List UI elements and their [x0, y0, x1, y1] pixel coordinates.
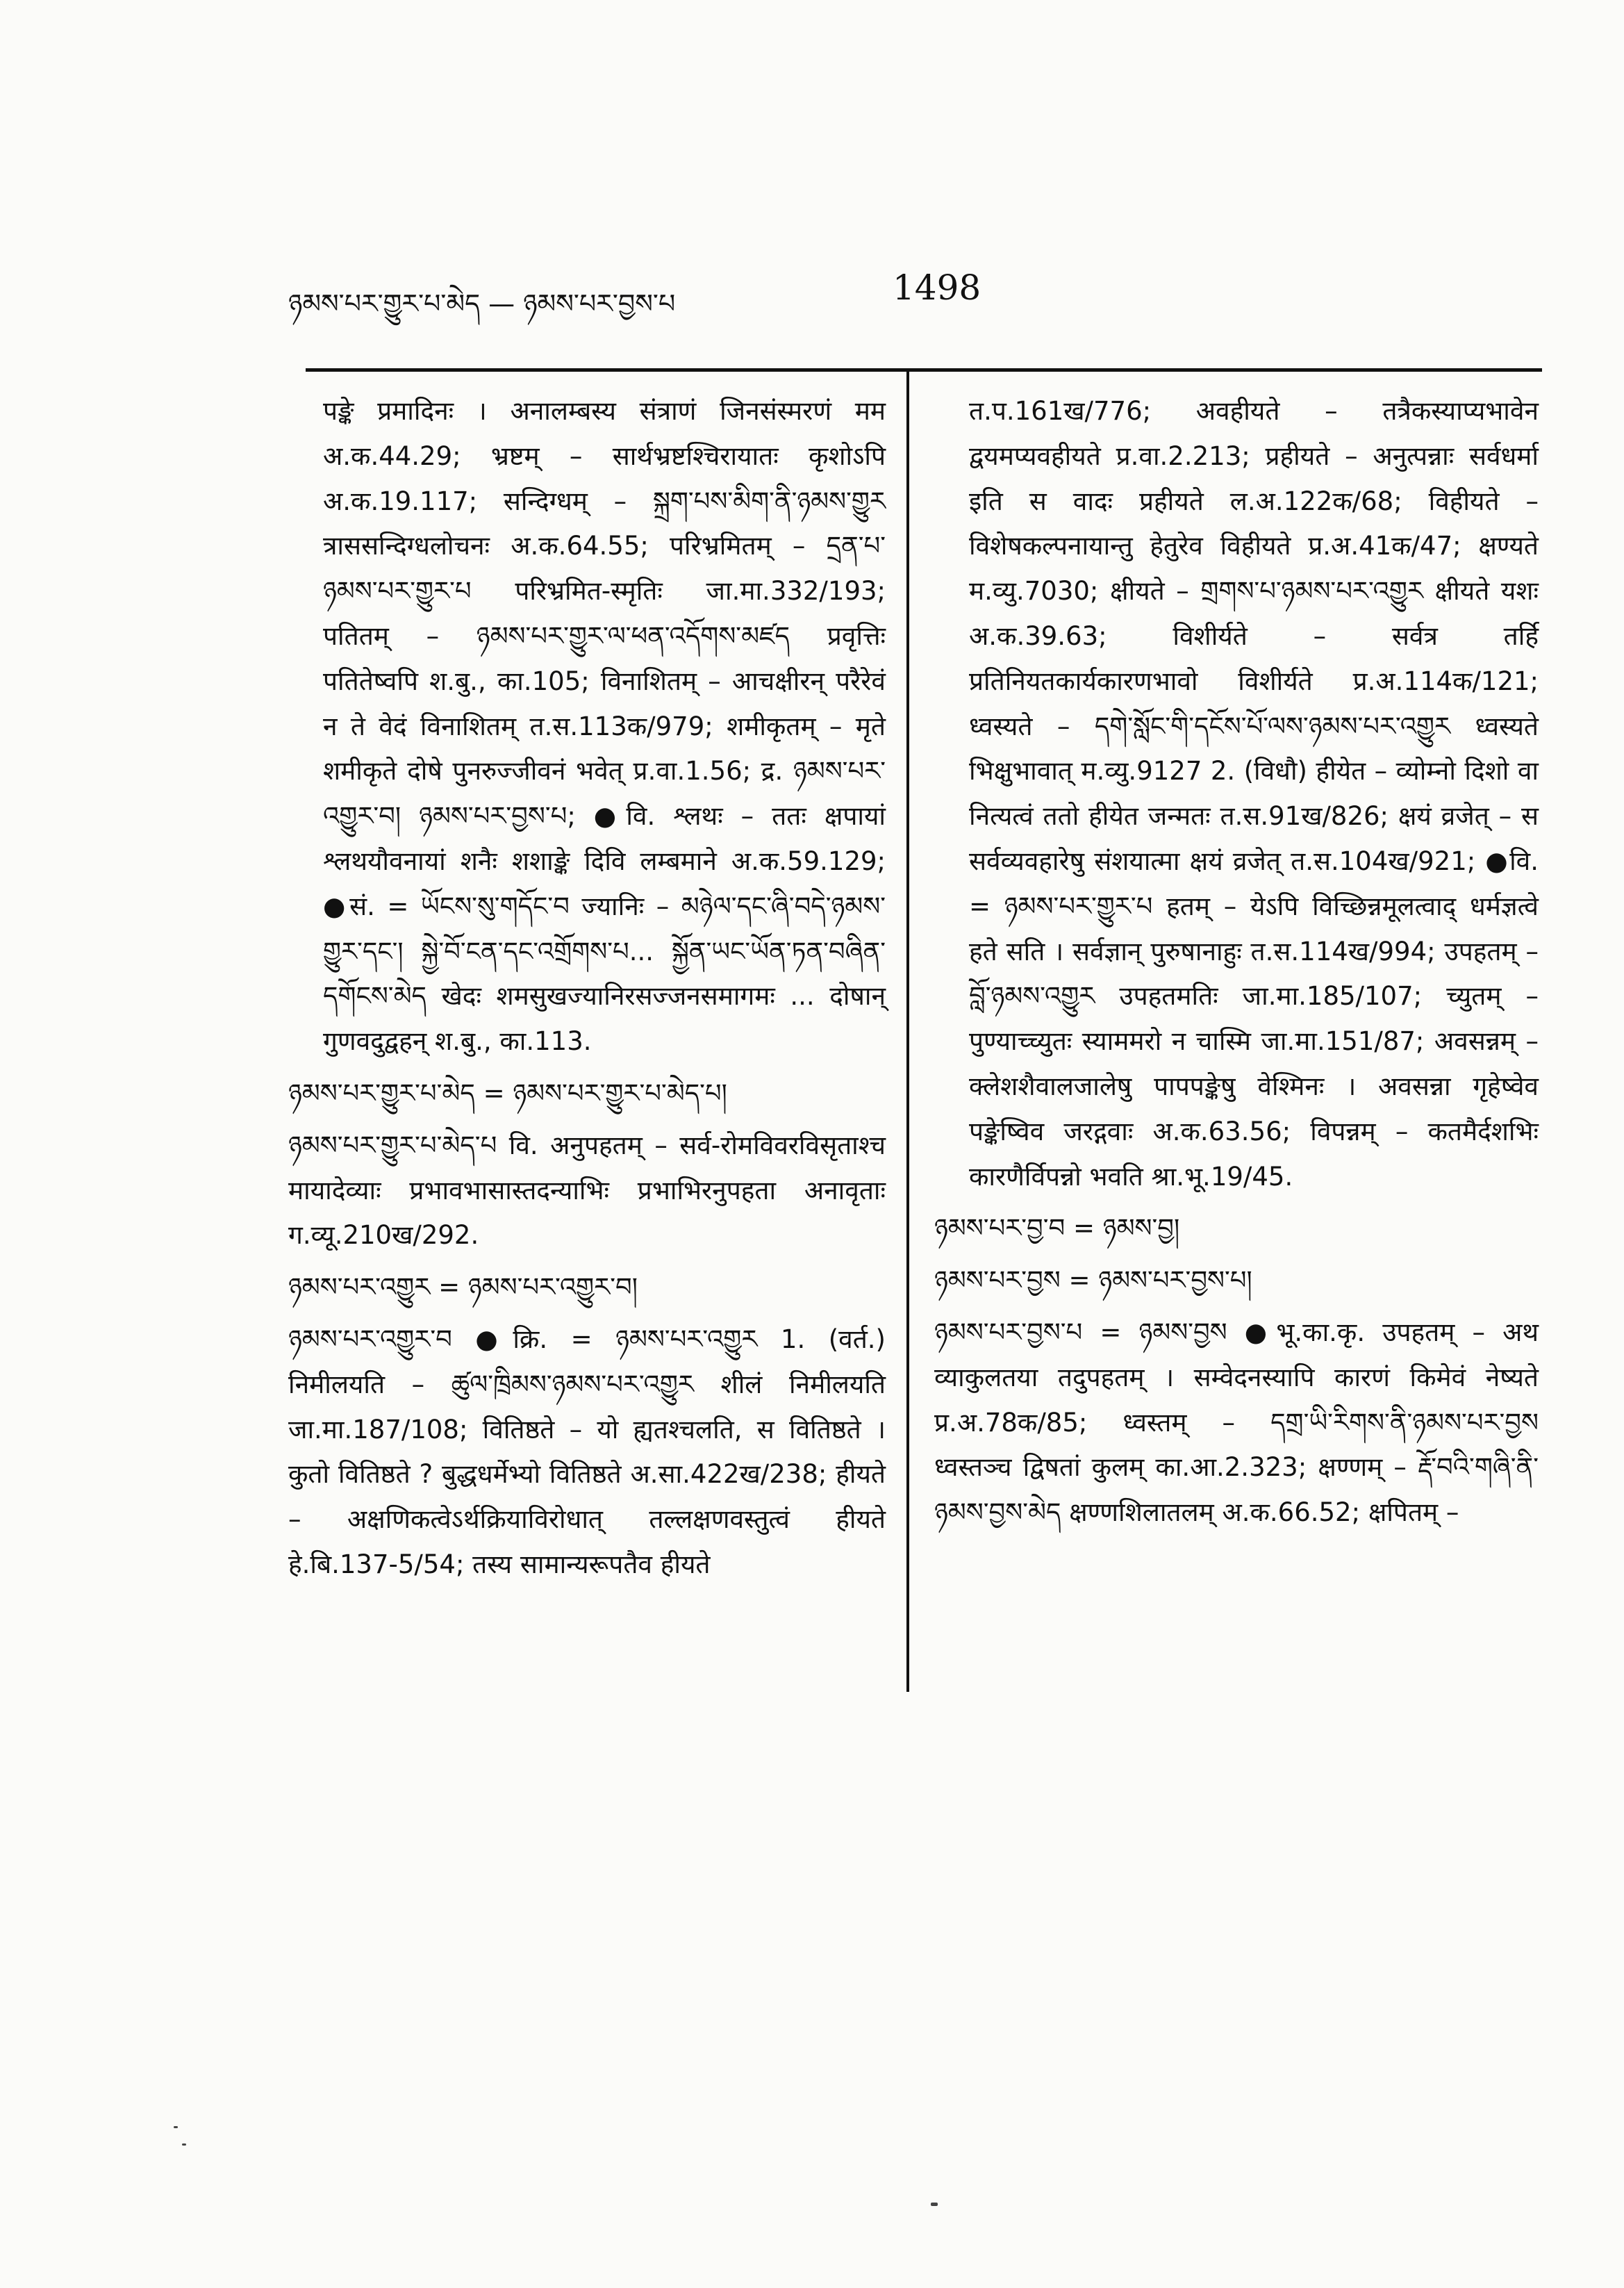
headword-entry: ཉམས་པར་གྱུར་པ་མེད = ཉམས་པར་གྱུར་པ་མེད་པ། [288, 1078, 727, 1108]
running-header [288, 268, 1549, 330]
headword-entry: ཉམས་པར་འགྱུར་བ ●क्रि. = ཉམས་པར་འགྱུར 1. (वर्त.) निमीलयति – ཚུལ་ཁྲིམས་ཉམས་པར་འགྱུར शीलं निमीलयति जा.मा.187/108; वितिष्ठते – यो ह्यतश्चलति, स वितिष्ठते । कुतो वितिष्ठते ? बुद्धधर्मेभ्यो वितिष्ठते अ.सा.422ख/238; हीयते – अक्षणिकत्वेऽर्थक्रियाविरोधात् तल्लक्षणवस्तुत्वं हीयते हे.बि.137-5/54; तस्य सामान्यरूपतैव हीयते [288, 1324, 886, 1579]
headword-entry: ཉམས་པར་བྱ་བ = ཉམས་བྱ། [934, 1213, 1180, 1244]
headword-entry: ཉམས་པར་འགྱུར = ཉམས་པར་འགྱུར་བ། [288, 1272, 638, 1303]
scan-speck [182, 2143, 186, 2146]
headword-entry: ཉམས་པར་བྱས་པ = ཉམས་བྱས ●भू.का.कृ. उपहतम् – अथ व्याकुलतया तदुपहतम् । सम्वेदनस्यापि कारणं किमेवं नेष्यते प्र.अ.78क/85; ध्वस्तम् – དགྲ་ཡི་རིགས་ནི་ཉམས་པར་བྱས ध्वस्तञ्च द्विषतां कुलम् का.आ.2.323; क्षण्णम् – རྡོ་བའི་གཞི་ནི་ཉམས་བྱས་མེད क्षण्णशिलातलम् अ.क.66.52; क्षपितम् – [934, 1317, 1539, 1528]
entry-continuation: पङ्के प्रमादिनः । अनालम्बस्य संत्राणं जिनसंस्मरणं मम अ.क.44.29; भ्रष्टम् – सार्थभ्रष्टश्चिरायातः कृशोऽपि अ.क.19.117; सन्दिग्धम् – སྐྲག་པས་མིག་ནི་ཉམས་གྱུར त्राससन्दिग्धलोचनः अ.क.64.55; परिभ्रमितम् – དྲན་པ་ཉམས་པར་གྱུར་པ परिभ्रमित-स्मृतिः जा.मा.332/193; पतितम् – ཉམས་པར་གྱུར་ལ་ཕན་འདོགས་མཛད प्रवृत्तिः पतितेष्वपि श.बु., का.105; विनाशितम् – आचक्षीरन् परैरेवं न ते वेदं विनाशितम् त.स.113क/979; शमीकृतम् – मृते शमीकृते दोषे पुनरुज्जीवनं भवेत् प्र.वा.1.56; द्र. ཉམས་པར་འགྱུར་བ། ཉམས་པར་བྱས་པ; ●वि. श्लथः – ततः क्षपायां श्लथयौवनायां शनैः शशाङ्के दिवि लम्बमाने अ.क.59.129; ●सं. = ཡོངས་སུ་གདོང་བ ज्यानिः – མཉེལ་དང་ཞི་བདེ་ཉམས་གྱུར་དང་། སྐྱེ་བོ་ངན་དང་འགྲོགས་པ... སྐྱོན་ཡང་ཡོན་ཏན་བཞིན་དགོངས་མེད खेदः शमसुखज्यानिरसज्जनसमागमः ... दोषान् गुणवदुद्वहन् श.बु., का.113. [323, 396, 886, 1057]
headword-entry: ཉམས་པར་བྱས = ཉམས་པར་བྱས་པ། [934, 1265, 1252, 1296]
right-column [934, 389, 1539, 1536]
header-title: ཉམས་པར་གྱུར་པ་མེད — ཉམས་པར་བྱས་པ [288, 288, 676, 319]
headword-entry: ཉམས་པར་གྱུར་པ་མེད་པ वि. अनुपहतम् – सर्व-रोमविवरविसृताश्च मायादेव्याः प्रभावभासास्तदन्याभिः प्रभाभिरनुपहता अनावृताः ग.व्यू.210ख/292. [288, 1130, 886, 1251]
header-rule [306, 368, 1542, 372]
scan-speck [174, 2126, 178, 2128]
left-column [288, 389, 886, 1588]
entry-continuation: त.प.161ख/776; अवहीयते – तत्रैकस्याप्यभावेन द्वयमप्यवहीयते प्र.वा.2.213; प्रहीयते – अनुत्पन्नाः सर्वधर्मा इति स वादः प्रहीयते ल.अ.122क/68; विहीयते – विशेषकल्पनायान्तु हेतुरेव विहीयते प्र.अ.41क/47; क्षण्यते म.व्यु.7030; क्षीयते – གྲགས་པ་ཉམས་པར་འགྱུར क्षीयते यशः अ.क.39.63; विशीर्यते – सर्वत्र तर्हि प्रतिनियतकार्यकारणभावो विशीर्यते प्र.अ.114क/121; ध्वस्यते – དགེ་སློང་གི་དངོས་པོ་ལས་ཉམས་པར་འགྱུར ध्वस्यते भिक्षुभावात् म.व्यु.9127 2. (विधौ) हीयेत – व्योम्नो दिशो वा नित्यत्वं ततो हीयेत जन्मतः त.स.91ख/826; क्षयं व्रजेत् – स सर्वव्यवहारेषु संशयात्मा क्षयं व्रजेत् त.स.104ख/921; ●वि. = ཉམས་པར་གྱུར་པ हतम् – येऽपि विच्छिन्नमूलत्वाद् धर्मज्ञत्वे हते सति । सर्वज्ञान् पुरुषानाहुः त.स.114ख/994; उपहतम् – བློ་ཉམས་འགྱུར उपहतमतिः जा.मा.185/107; च्युतम् – पुण्याच्च्युतः स्याममरो न चास्मि जा.मा.151/87; अवसन्नम् – क्लेशशैवालजालेषु पापपङ्केषु वेश्मिनः । अवसन्ना गृहेष्वेव पङ्केष्विव जरद्गवाः अ.क.63.56; विपन्नम् – कतमैर्दशभिः कारणैर्विपन्नो भवति श्रा.भू.19/45. [969, 396, 1539, 1192]
page-number: 1498 [893, 268, 981, 308]
column-divider [906, 372, 909, 1692]
scan-speck [931, 2203, 938, 2206]
